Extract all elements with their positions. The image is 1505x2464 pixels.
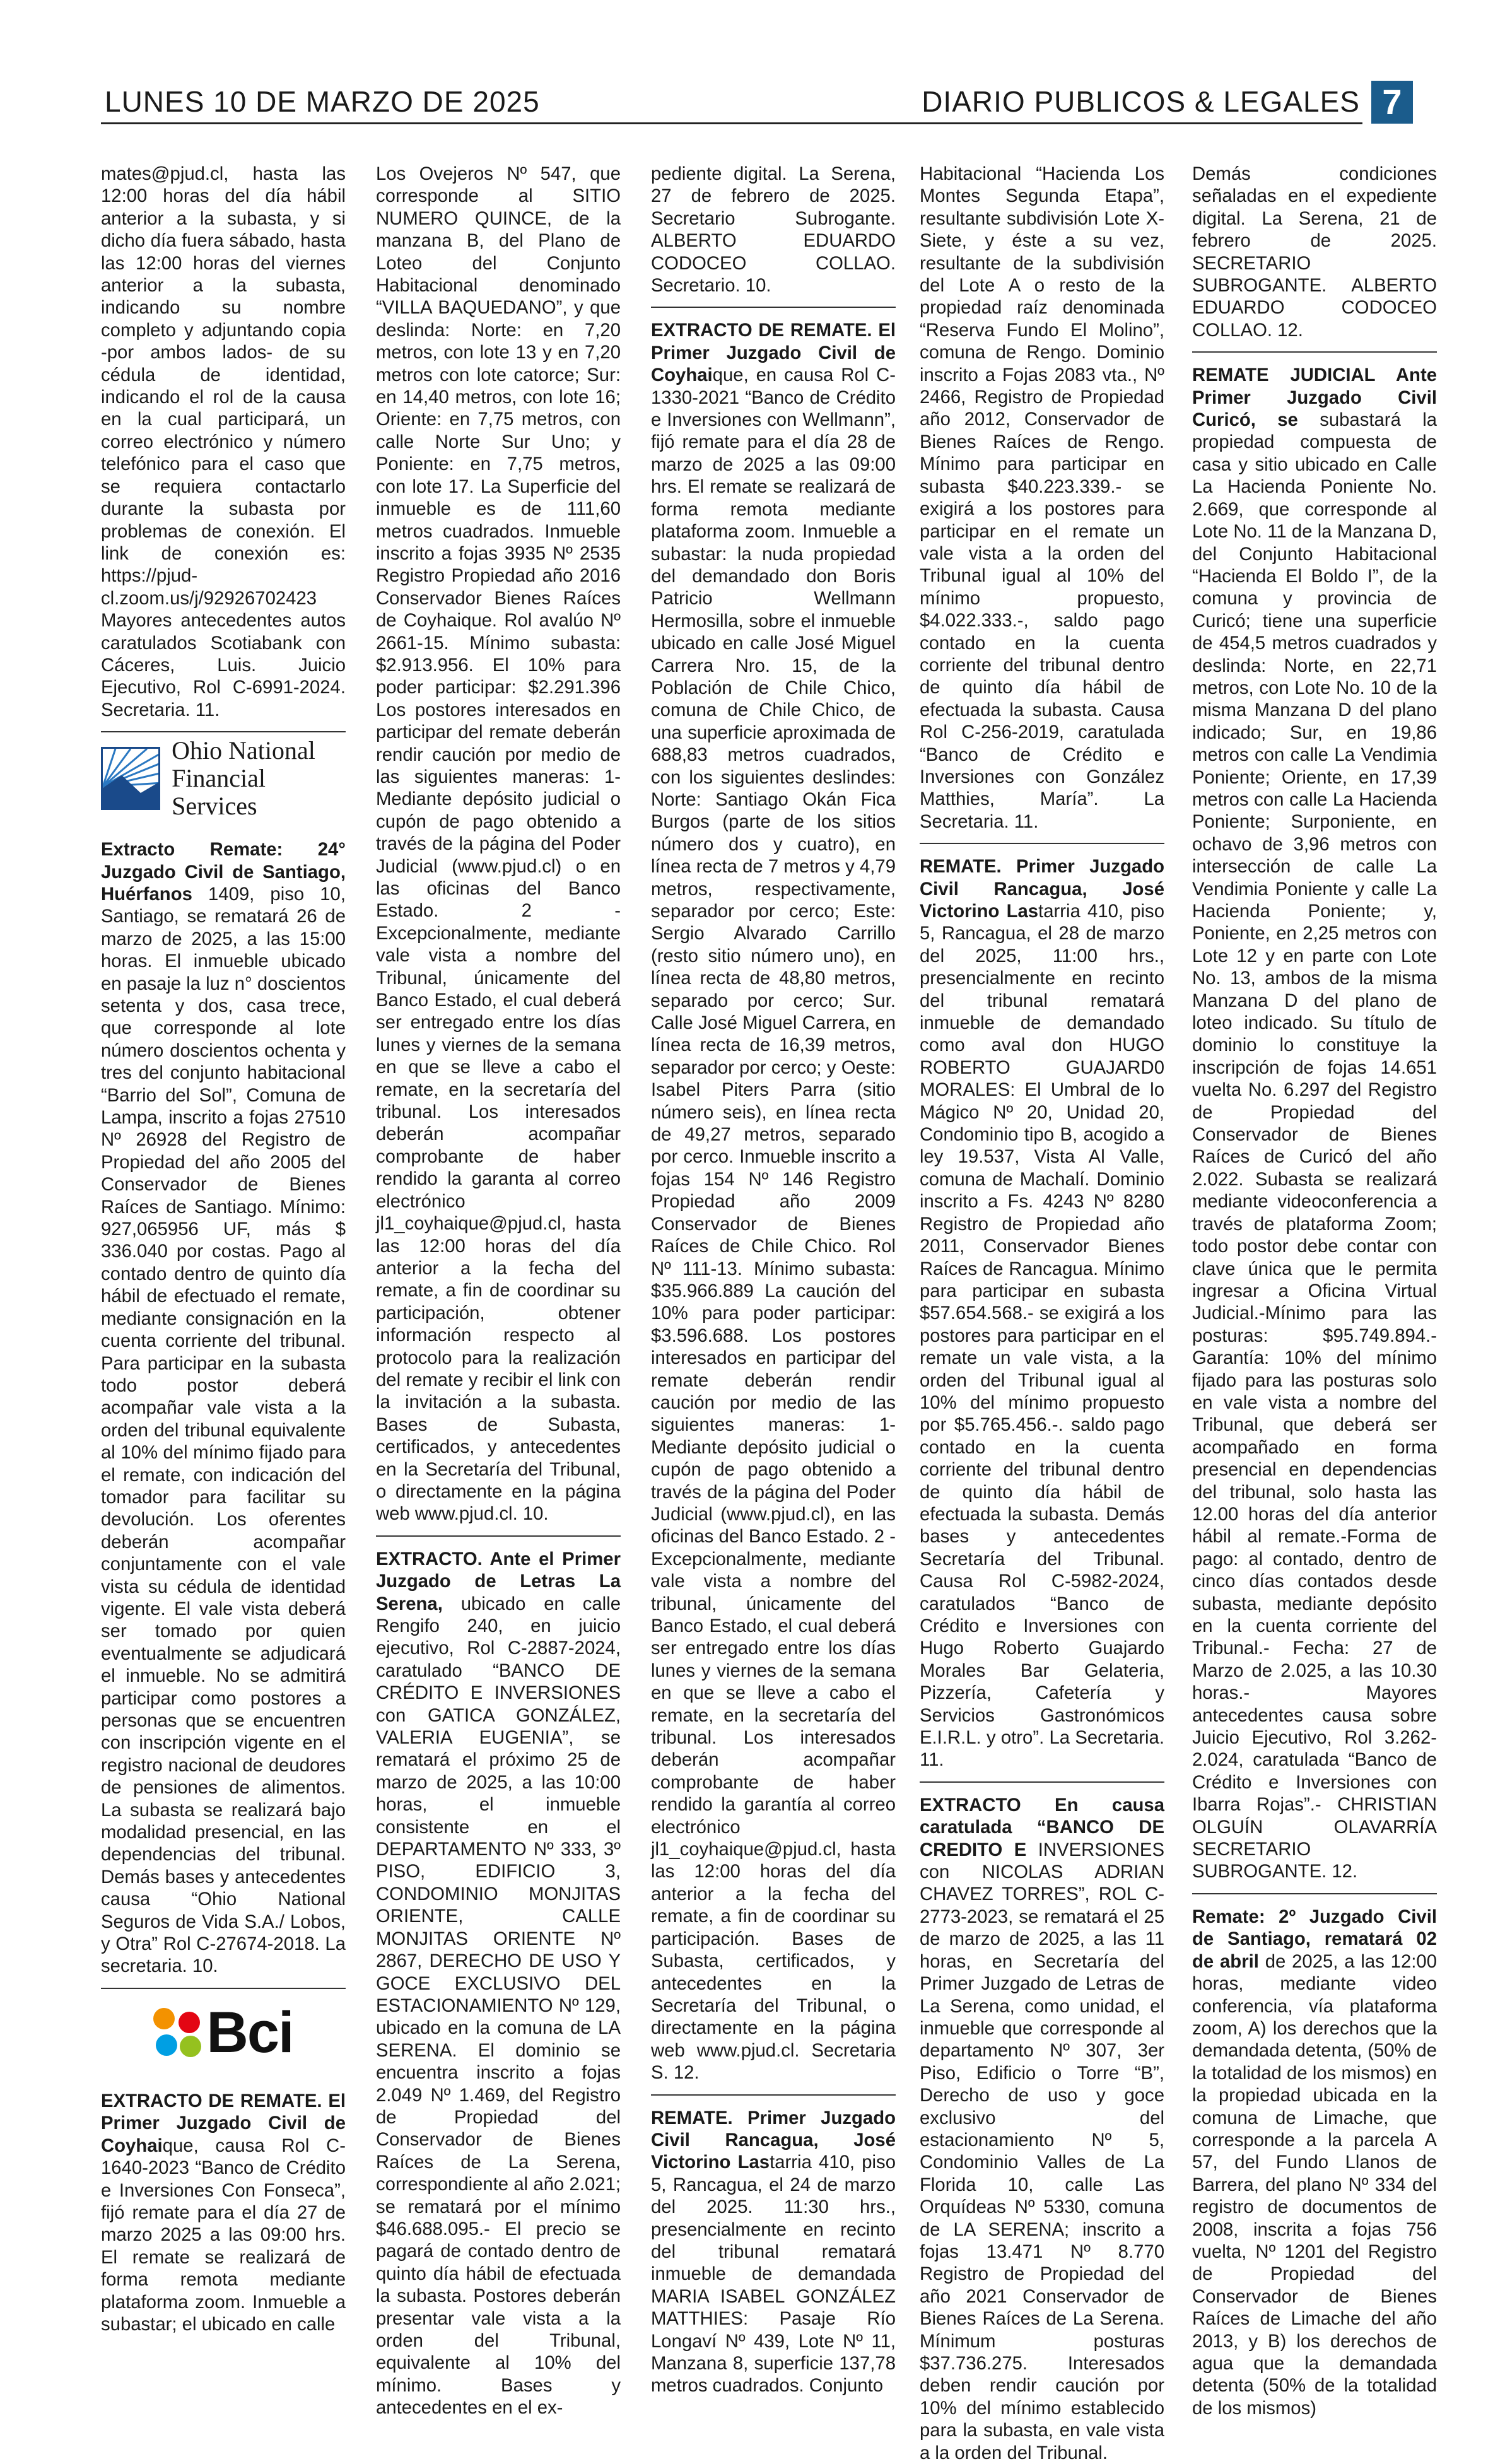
notice-body: Demás condiciones señaladas en el expediente digital. La Serena, 21 de febrero de 2025. SECRETARIO SUBROGANTE. ALBERTO EDUARDO CODOCEO COLLAO. 12. <box>1192 163 1437 341</box>
page-number: 7 <box>1371 81 1413 124</box>
header-rule <box>101 122 1362 124</box>
newspaper-name: DIARIO PUBLICOS & LEGALES <box>922 85 1360 118</box>
notice-remate-curico <box>1192 364 1437 1883</box>
notice-extracto-coyhaique-wellmann <box>651 319 896 2084</box>
ohio-logo-line-2: Financial Services <box>172 764 266 821</box>
notice-heading: EXTRACTO DE REMATE. El Primer Juzgado Civil de Coyhai <box>651 320 896 386</box>
notice-body: pediente digital. La Serena, 27 de febrero de 2025. Secretario Subrogante. ALBERTO EDUARDO CODOCEO COLLAO. Secretario. 10. <box>651 163 896 296</box>
notice-divider <box>651 307 896 308</box>
ohio-sunburst-icon <box>101 747 160 810</box>
notice-divider <box>1192 1893 1437 1894</box>
notice-body: Habitacional “Hacienda Los Montes Segunda Etapa”, resultante subdivisión Lote X-Siete, y éste a su vez, resultante de la subdivisión del Lote A o resto de la propiedad raíz denominada “Reserva Fundo El Molino”, comuna de Rengo. Dominio inscrito a Fojas 2083 vta., Nº 2466, Registro de Propiedad año 2012, Conservador de Bienes Raíces de Rengo. Mínimo para participar en subasta $40.223.339.- se exigirá a los postores para participar en el remate un vale vista a la orden del Tribunal igual al 10% del mínimo propuesto, $4.022.333.-, saldo pago contado en la cuenta corriente del tribunal dentro de quinto día hábil de efectuada la subasta. Causa Rol C-256-2019, caratulada “Banco de Crédito e Inversiones con González Matthies, María”. La Secretaria. 11. <box>920 163 1164 832</box>
ohio-national-logo <box>101 736 346 821</box>
notice-body: ubicado en calle Rengifo 240, en juicio ejecutivo, Rol C-2887-2024, caratulado “BANCO DE CRÉDITO E INVERSIONES con GATICA GONZÁLEZ, VALERIA EUGENIA”, se rematará el próximo 25 de marzo de 2025, a las 10:00 horas, el inmueble consistente en el DEPARTAMENTO Nº 333, 3º PISO, EDIFICIO 3, CONDOMINIO MONJITAS ORIENTE, CALLE MONJITAS ORIENTE Nº 2867, DERECHO DE USO Y GOCE EXCLUSIVO DEL ESTACIONAMIENTO Nº 129, ubicado en la comuna de LA SERENA. El dominio se encuentra inscrito a fojas 2.049 Nº 1.469, del Registro de Propiedad del Conservador de Bienes Raíces de La Serena, correspondiente al año 2.021; se rematará por el mínimo $46.688.095.- El precio se pagará de contado dentro de quinto día hábil de efectuada la subasta. Postores deberán presentar vale vista a la orden del Tribunal, equivalente al 10% del mínimo. Bases y antecedentes en el ex- <box>376 1593 621 2419</box>
notice-heading: EXTRACTO DE REMATE. El Primer Juzgado Civil de Coyhai <box>101 2090 346 2156</box>
column-4 <box>920 163 1164 2464</box>
bci-wordmark: Bci <box>206 2000 293 2065</box>
notice-heading: Remate: 2º Juzgado Civil de Santiago, rematará 02 de abril <box>1192 1906 1437 1972</box>
notice-remate-rancagua-1 <box>651 2107 896 2397</box>
notice-divider <box>920 843 1164 844</box>
bci-mark-icon <box>153 2008 204 2058</box>
notice-remate-2-juzgado <box>1192 1906 1437 2419</box>
notice-body: mates@pjud.cl, hasta las 12:00 horas del día hábil anterior a la subasta, y si dicho día fuera sábado, hasta las 12:00 horas del viernes anterior a la subasta, indicando su nombre completo y adjuntando copia -por ambos lados- de su cédula de identidad, indicando el rol de la causa en la cual participará, un correo electrónico y número telefónico para el caso que se requiera contactarlo durante la subasta por problemas de conexión. El link de conexión es: https://pjud-cl.zoom.us/j/92926702423 Mayores antecedentes autos caratulados Scotiabank con Cáceres, Luis. Juicio Ejecutivo, Rol C-6991-2024. Secretaria. 11. <box>101 163 346 720</box>
notice-body: INVERSIONES con NICOLAS ADRIAN CHAVEZ TORRES”, ROL C-2773-2023, se rematará el 25 de marzo de 2025, a las 11 horas, en Secretaría del Primer Juzgado de Letras de La Serena, como unidad, el inmueble que corresponde al departamento Nº 307, 3er Piso, Edificio o Torre “B”, Derecho de uso y goce exclusivo del estacionamiento Nº 5, Condominio Valles de La Florida 10, calle Las Orquídeas Nº 5330, comuna de LA SERENA; inscrito a fojas 13.471 Nº 8.770 Registro de Propiedad del año 2021 Conservador de Bienes Raíces de La Serena. Mínimum posturas $37.736.275. Interesados deben rendir caución por 10% del mínimo establecido para la subasta, en vale vista a la orden del Tribunal. <box>920 1839 1164 2463</box>
notice-body: de 2025, a las 12:00 horas, mediante video conferencia, vía plataforma zoom, A) los derechos que la demandada detenta, (50% de la totalidad de los mismos) en la propiedad ubicada en la comuna de Limache, que corresponde a la parcela A 57, del Fundo Llanos de Barrera, del plano Nº 334 del registro de documentos de 2008, inscrita a fojas 756 vuelta, Nº 1201 del Registro de Propiedad del Conservador de Bienes Raíces de Limache del año 2013, y B) los derechos de agua que la demandada detenta (50% de la totalidad de los mismos) <box>1192 1951 1437 2419</box>
column-5 <box>1192 163 1437 2419</box>
notice-heading: REMATE JUDICIAL Ante Primer Juzgado Civil Curicó, se <box>1192 365 1437 431</box>
notice-body: subastará la propiedad compuesta de casa y sitio ubicado en Calle La Hacienda Poniente No. 2.669, que corresponde al Lote No. 11 de la Manzana D, del Conjunto Habitacional “Hacienda El Boldo I”, de la comuna y provincia de Curicó; tiene una superficie de 454,5 metros cuadrados y deslinda: Norte, en 22,71 metros, con Lote No. 10 de la misma Manzana D del plano indicado; Sur, en 19,86 metros con calle La Vendimia Poniente; Oriente, en 17,39 metros con calle La Hacienda Poniente; Surponiente, en ochavo de 3,96 metros con intersección de calle La Vendimia Poniente y calle La Hacienda Poniente; y, Poniente, en 2,25 metros con Lote 12 y en parte con Lote No. 13, ambos de la misma Manzana D del plano de loteo indicado. Su título de dominio lo constituye la inscripción de fojas 14.651 vuelta No. 6.297 del Registro de Propiedad del Conservador de Bienes Raíces de Curicó del año 2.022. Subasta se realizará mediante videoconferencia a través de plataforma Zoom; todo postor debe contar con clave única que le permita ingresar a Oficina Virtual Judicial.-Mínimo para las posturas: $95.749.894.- Garantía: 10% del mínimo fijado para las posturas solo en vale vista a nombre del Tribunal, que deberá ser acompañado en forma presencial en dependencias del tribunal, solo hasta las 12.00 horas del día anterior hábil al remate.-Forma de pago: al contado, dentro de cinco días contados desde subasta, mediante depósito en la cuenta corriente del Tribunal.- Fecha: 27 de Marzo de 2.025, a las 10.30 horas.- Mayores antecedentes causa sobre Juicio Ejecutivo, Rol 3.262-2.024, caratulada “Banco de Crédito e Inversiones con Ibarra Rojas”.- CHRISTIAN OLGUÍN OLAVARRÍA SECRETARIO SUBROGANTE. 12. <box>1192 409 1437 1882</box>
notice-heading: EXTRACTO En causa caratulada “BANCO DE CREDITO E <box>920 1794 1164 1860</box>
notice-body: Los Ovejeros Nº 547, que corresponde al SITIO NUMERO QUINCE, de la manzana B, del Plano de Loteo del Conjunto Habitacional denominado “VILLA BAQUEDANO”, y que deslinda: Norte: en 7,20 metros, con lote 13 y en 7,20 metros con lote catorce; Sur: en 14,40 metros, con lote 16; Oriente: en 7,75 metros, con calle Norte Sur Uno; y Poniente: en 7,75 metros, con lote 17. La Superficie del inmueble es de 111,60 metros cuadrados. Inmueble inscrito a fojas 3935 Nº 2535 Registro Propiedad año 2016 Conservador Bienes Raíces de Coyhaique. Rol avalúo Nº 2661-15. Mínimo subasta: $2.913.956. El 10% para poder participar: $2.291.396 Los postores interesados en participar del remate deberán rendir caución por medio de las siguientes maneras: 1- Mediante depósito judicial o cupón de pago obtenido a través de la página del Poder Judicial (www.pjud.cl) o en las oficinas del Banco Estado. 2 - Excepcionalmente, mediante vale vista a nombre del Tribunal, únicamente del Banco Estado, el cual deberá ser entregado entre los días lunes y viernes de la semana en que se lleve a cabo el remate, en la secretaría del tribunal. Los interesados deberán acompañar comprobante de haber rendido la garanta al correo electrónico jl1_coyhaique@pjud.cl, hasta las 12:00 horas del día anterior a la fecha del remate, a fin de coordinar su participación, obtener información respecto al protocolo para la realización del remate y recibir el link con la invitación a la subasta. Bases de Subasta, certificados, y antecedentes en la Secretaría del Tribunal, o directamente en la página web www.pjud.cl. 10. <box>376 163 621 1525</box>
notice-divider <box>651 2094 896 2096</box>
notice-body: tarria 410, piso 5, Rancagua, el 28 de marzo del 2025, 11:00 hrs., presencialmente en recinto del tribunal rematará inmueble de demandado como aval don HUGO ROBERTO GUAJARD0 MORALES: El Umbral de lo Mágico Nº 20, Unidad 20, Condominio tipo B, acogido a ley 19.537, Vista Al Valle, comuna de Machalí. Dominio inscrito a Fs. 4243 Nº 8280 Registro de Propiedad año 2011, Conservador Bienes Raíces de Rancagua. Mínimo para participar en subasta $57.654.568.- se exigirá a los postores para participar en el remate un vale vista, a la orden del Tribunal igual al 10% del mínimo propuesto por $5.765.456.-. saldo pago contado en la cuenta corriente del tribunal dentro de quinto día hábil de efectuada la subasta. Demás bases y antecedentes Secretaría del Tribunal. Causa Rol C-5982-2024, caratulados “Banco de Crédito e Inversiones con Hugo Roberto Guajardo Morales Bar Gelateria, Pizzería, Cafetería y Servicios Gastronómicos E.I.R.L. y otro”. La Secretaria. 11. <box>920 901 1164 1771</box>
notice-body: que, en causa Rol C-1330-2021 “Banco de Crédito e Inversiones con Wellmann”, fijó remate para el día 28 de marzo de 2025 a las 09:00 hrs. El remate se realizará de forma remota mediante plataforma zoom. Inmueble a subastar: la nuda propiedad del demandado don Boris Patricio Wellmann Hermosilla, sobre el inmueble ubicado en calle José Miguel Carrera Nro. 15, de la Población de Chile Chico, comuna de Chile Chico, de una superficie aproximada de 688,83 metros cuadrados, con los siguientes deslindes: Norte: Santiago Okán Fica Burgos (parte de los sitios número dos y cuatro), en línea recta de 7 metros y 4,79 metros, respectivamente, separador por cerco; Este: Sergio Alvarado Carrillo (resto sitio número uno), en línea recta de 48,80 metros, separado por cerco; Sur. Calle José Miguel Carrera, en línea recta de 16,39 metros, separador por cerco; y Oeste: Isabel Piters Parra (sitio número seis), en línea recta de 49,27 metros, separado por cerco. Inmueble inscrito a fojas 154 Nº 146 Registro Propiedad año 2009 Conservador de Bienes Raíces de Chile Chico. Rol Nº 111-13. Mínimo subasta: $35.966.889 La caución del 10% para poder participar: $3.596.688. Los postores interesados en participar del remate deberán rendir caución por medio de las siguientes maneras: 1- Mediante depósito judicial o cupón de pago obtenido a través de la página del Poder Judicial (www.pjud.cl), en las oficinas del Banco Estado. 2 -Excepcionalmente, mediante vale vista a nombre del tribunal, únicamente del Banco Estado, el cual deberá ser entregado entre los días lunes y viernes de la semana en que se lleve a cabo el remate, en la secretaría del tribunal. Los interesados deberán acompañar comprobante de haber rendido la garantía al correo electrónico jl1_coyhaique@pjud.cl, hasta las 12:00 horas del día anterior a la fecha del remate, a fin de coordinar su participación. Bases de Subasta, certificados, y antecedentes en la Secretaría del Tribunal, o directamente en la página web www.pjud.cl. Secretaria S. 12. <box>651 365 896 2084</box>
notice-extracto-la-serena <box>376 1548 621 2419</box>
notice-extracto-chavez <box>920 1794 1164 2464</box>
notice-remate-rancagua-2 <box>920 855 1164 1771</box>
column-2 <box>376 163 621 2419</box>
notice-divider <box>101 1988 346 1989</box>
notice-divider <box>376 1535 621 1537</box>
bci-logo <box>101 2002 346 2065</box>
column-3 <box>651 163 896 2397</box>
notice-remate-24-juzgado <box>101 838 346 1978</box>
notice-divider <box>920 1781 1164 1783</box>
notice-divider <box>1192 351 1437 353</box>
notice-heading: REMATE. Primer Juzgado Civil Rancagua, José Victorino Las <box>920 856 1164 922</box>
column-1 <box>101 163 346 2335</box>
notice-divider <box>101 731 346 732</box>
notice-heading: EXTRACTO. Ante el Primer Juzgado de Letras La Serena, <box>376 1548 621 1614</box>
page-header <box>101 81 1413 125</box>
notice-body: tarria 410, piso 5, Rancagua, el 24 de marzo del 2025. 11:30 hrs., presencialmente en recinto del tribunal rematará inmueble de demandada MARIA ISABEL GONZÁLEZ MATTHIES: Pasaje Río Longaví Nº 439, Lote Nº 11, Manzana 8, superficie 137,78 metros cuadrados. Conjunto <box>651 2152 896 2397</box>
ohio-logo-line-1: Ohio National <box>172 736 315 765</box>
notice-body: 1409, piso 10, Santiago, se rematará 26 de marzo de 2025, a las 15:00 horas. El inmueble ubicado en pasaje la luz n° doscientos setenta y dos, casa trece, que corresponde al lote número doscientos ochenta y tres del conjunto habitacional “Barrio del Sol”, Comuna de Lampa, inscrito a fojas 27510 Nº 26928 del Registro de Propiedad del año 2005 del Conservador de Bienes Raíces de Santiago. Mínimo: 927,065956 UF, más $ 336.040 por costas. Pago al contado dentro de quinto día hábil de efectuado el remate, mediante consignación en la cuenta corriente del tribunal. Para participar en la subasta todo postor deberá acompañar vale vista a la orden del tribunal equivalente al 10% del mínimo fijado para el remate, con indicación del tomador para facilitar su devolución. Los oferentes deberán acompañar conjuntamente con el vale vista su cédula de identidad vigente. El vale vista deberá ser tomado por quien eventualmente se adjudicará el inmueble. No se admitirá participar como postores a personas que se encuentren con inscripción vigente en el registro nacional de deudores de pensiones de alimentos. La subasta se realizará bajo modalidad presencial, en las dependencias del tribunal. Demás bases y antecedentes causa “Ohio National Seguros de Vida S.A./ Lobos, y Otra” Rol C-27674-2018. La secretaria. 10. <box>101 883 346 1977</box>
notice-heading: Extracto Remate: 24° Juzgado Civil de Santiago, Huérfanos <box>101 839 346 905</box>
issue-date: LUNES 10 DE MARZO DE 2025 <box>105 85 540 118</box>
notice-heading: REMATE. Primer Juzgado Civil Rancagua, José Victorino Las <box>651 2107 896 2173</box>
notice-body: que, causa Rol C-1640-2023 “Banco de Crédito e Inversiones Con Fonseca”, fijó remate para el día 27 de marzo 2025 a las 09:00 hrs. El remate se realizará de forma remota mediante plataforma zoom. Inmueble a subastar; el ubicado en calle <box>101 2135 346 2335</box>
